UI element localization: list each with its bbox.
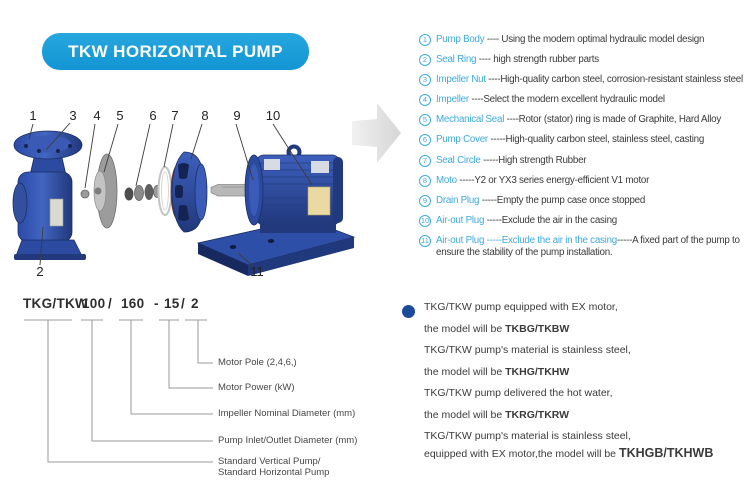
model-code-series: TKG/TKW	[23, 296, 89, 311]
part-name: Pump Cover	[436, 134, 488, 146]
part-desc: -----High strength Rubber	[480, 154, 587, 166]
model-code-slash: /	[108, 296, 113, 311]
title-banner	[42, 33, 309, 70]
impeller-illustration	[94, 154, 117, 228]
part-name: Impeller	[436, 94, 469, 106]
list-item	[419, 54, 756, 67]
right-arrow-icon	[352, 103, 401, 163]
circled-number-icon: 7	[419, 155, 431, 167]
parts-list	[419, 34, 756, 268]
part-name: Seal Ring	[436, 54, 477, 66]
model-code-dash: -	[154, 296, 159, 311]
pump-body-illustration	[13, 131, 86, 260]
model-code-impeller: 160	[121, 296, 145, 311]
page-title: TKW HORIZONTAL PUMP	[68, 41, 283, 61]
callout-4: 4	[93, 108, 101, 123]
mechanical-seal-illustration	[125, 184, 161, 201]
label-motor-pole: Motor Pole (2,4,6,)	[218, 357, 297, 368]
seal-circle-illustration	[159, 167, 172, 215]
model-code-inlet: 100	[82, 296, 106, 311]
callout-10: 10	[265, 108, 281, 123]
part-desc: -----Empty the pump case once stopped	[479, 194, 646, 206]
part-desc: ---- Using the modern optimal hydraulic model design	[484, 34, 705, 45]
list-item	[419, 34, 756, 47]
model-code-pole: 2	[191, 296, 199, 311]
exploded-pump-diagram	[8, 95, 408, 290]
callout-8: 8	[201, 108, 209, 123]
variant-line: the model will be TKBG/TKBW	[424, 322, 570, 335]
list-item	[419, 134, 756, 147]
part-name: Moto	[436, 174, 457, 186]
part-name: Impeller Nut	[436, 74, 486, 86]
part-name: Pump Body	[436, 34, 485, 45]
circled-number-icon: 4	[419, 94, 431, 106]
part-name: Mechanical Seal	[436, 114, 505, 126]
callout-11: 11	[250, 264, 264, 279]
part-desc: ----Rotor (stator) ring is made of Graphite, Hard Alloy	[504, 114, 721, 126]
part-name: Seal Circle	[436, 154, 481, 166]
callout-9: 9	[233, 108, 241, 123]
label-motor-power: Motor Power (kW)	[218, 382, 295, 393]
variant-line: the model will be TKRG/TKRW	[424, 408, 570, 421]
list-item	[419, 74, 756, 87]
callout-2: 2	[36, 264, 44, 279]
label-inlet-outlet-diameter: Pump Inlet/Outlet Diameter (mm)	[218, 435, 358, 446]
circled-number-icon: 6	[419, 134, 431, 146]
impeller-nut-illustration	[81, 190, 89, 198]
variant-line: TKG/TKW pump equipped with EX motor,	[424, 301, 618, 313]
part-name: Air-out Plug	[436, 214, 485, 226]
circled-number-icon: 10	[420, 215, 430, 225]
part-desc: -----A fixed part of the pump to ensure the stability of the pump installation.	[436, 234, 740, 259]
circled-number-icon: 5	[419, 114, 431, 126]
circled-number-icon: 11	[419, 235, 431, 247]
list-item	[419, 114, 756, 127]
circled-number-icon: 8	[419, 175, 431, 187]
variant-models	[424, 301, 754, 469]
list-item	[419, 175, 756, 188]
variant-line: equipped with EX motor,the model will be TKHGB/TKHWB	[424, 445, 714, 460]
part-desc: -----Y2 or YX3 series energy-efficient V1 motor	[456, 174, 650, 186]
part-desc: -----High-quality carbon steel, stainless steel, casting	[487, 134, 705, 146]
part-desc: ---- high strength rubber parts	[476, 54, 599, 66]
part-name: Air-out Plug -----Exclude the air in the casing	[436, 234, 618, 246]
callout-6: 6	[149, 108, 157, 123]
variant-line: TKG/TKW pump's material is stainless steel,	[424, 430, 631, 442]
part-name: Drain Plug	[436, 194, 480, 206]
label-impeller-diameter: Impeller Nominal Diameter (mm)	[218, 408, 356, 419]
list-item	[419, 215, 756, 228]
variant-line: the model will be TKHG/TKHW	[424, 365, 570, 378]
variant-line: TKG/TKW pump delivered the hot water,	[424, 387, 613, 399]
circled-number-icon: 2	[419, 54, 431, 66]
pump-cover-illustration	[171, 152, 207, 232]
circled-number-icon: 1	[419, 34, 431, 46]
callout-1: 1	[29, 108, 37, 123]
list-item	[419, 94, 756, 107]
model-code-power: 15	[164, 296, 180, 311]
list-item	[419, 195, 756, 208]
circled-number-icon: 3	[419, 74, 431, 86]
bullet-dot-icon	[402, 305, 415, 318]
part-desc: -----Exclude the air in the casing	[484, 214, 618, 226]
callout-5: 5	[116, 108, 124, 123]
part-desc: ----Select the modern excellent hydraulic model	[468, 94, 665, 106]
list-item	[419, 235, 756, 260]
callout-3: 3	[69, 108, 77, 123]
motor-illustration	[245, 147, 343, 234]
model-code-slash2: /	[181, 296, 186, 311]
variant-line: TKG/TKW pump's material is stainless steel,	[424, 344, 631, 356]
part-desc: ----High-quality carbon steel, corrosion-resistant stainless steel	[485, 74, 743, 86]
circled-number-icon: 9	[419, 195, 431, 207]
label-standard-pump: Standard Vertical Pump/ Standard Horizontal Pump	[218, 456, 330, 478]
callout-7: 7	[171, 108, 179, 123]
list-item	[419, 155, 756, 168]
